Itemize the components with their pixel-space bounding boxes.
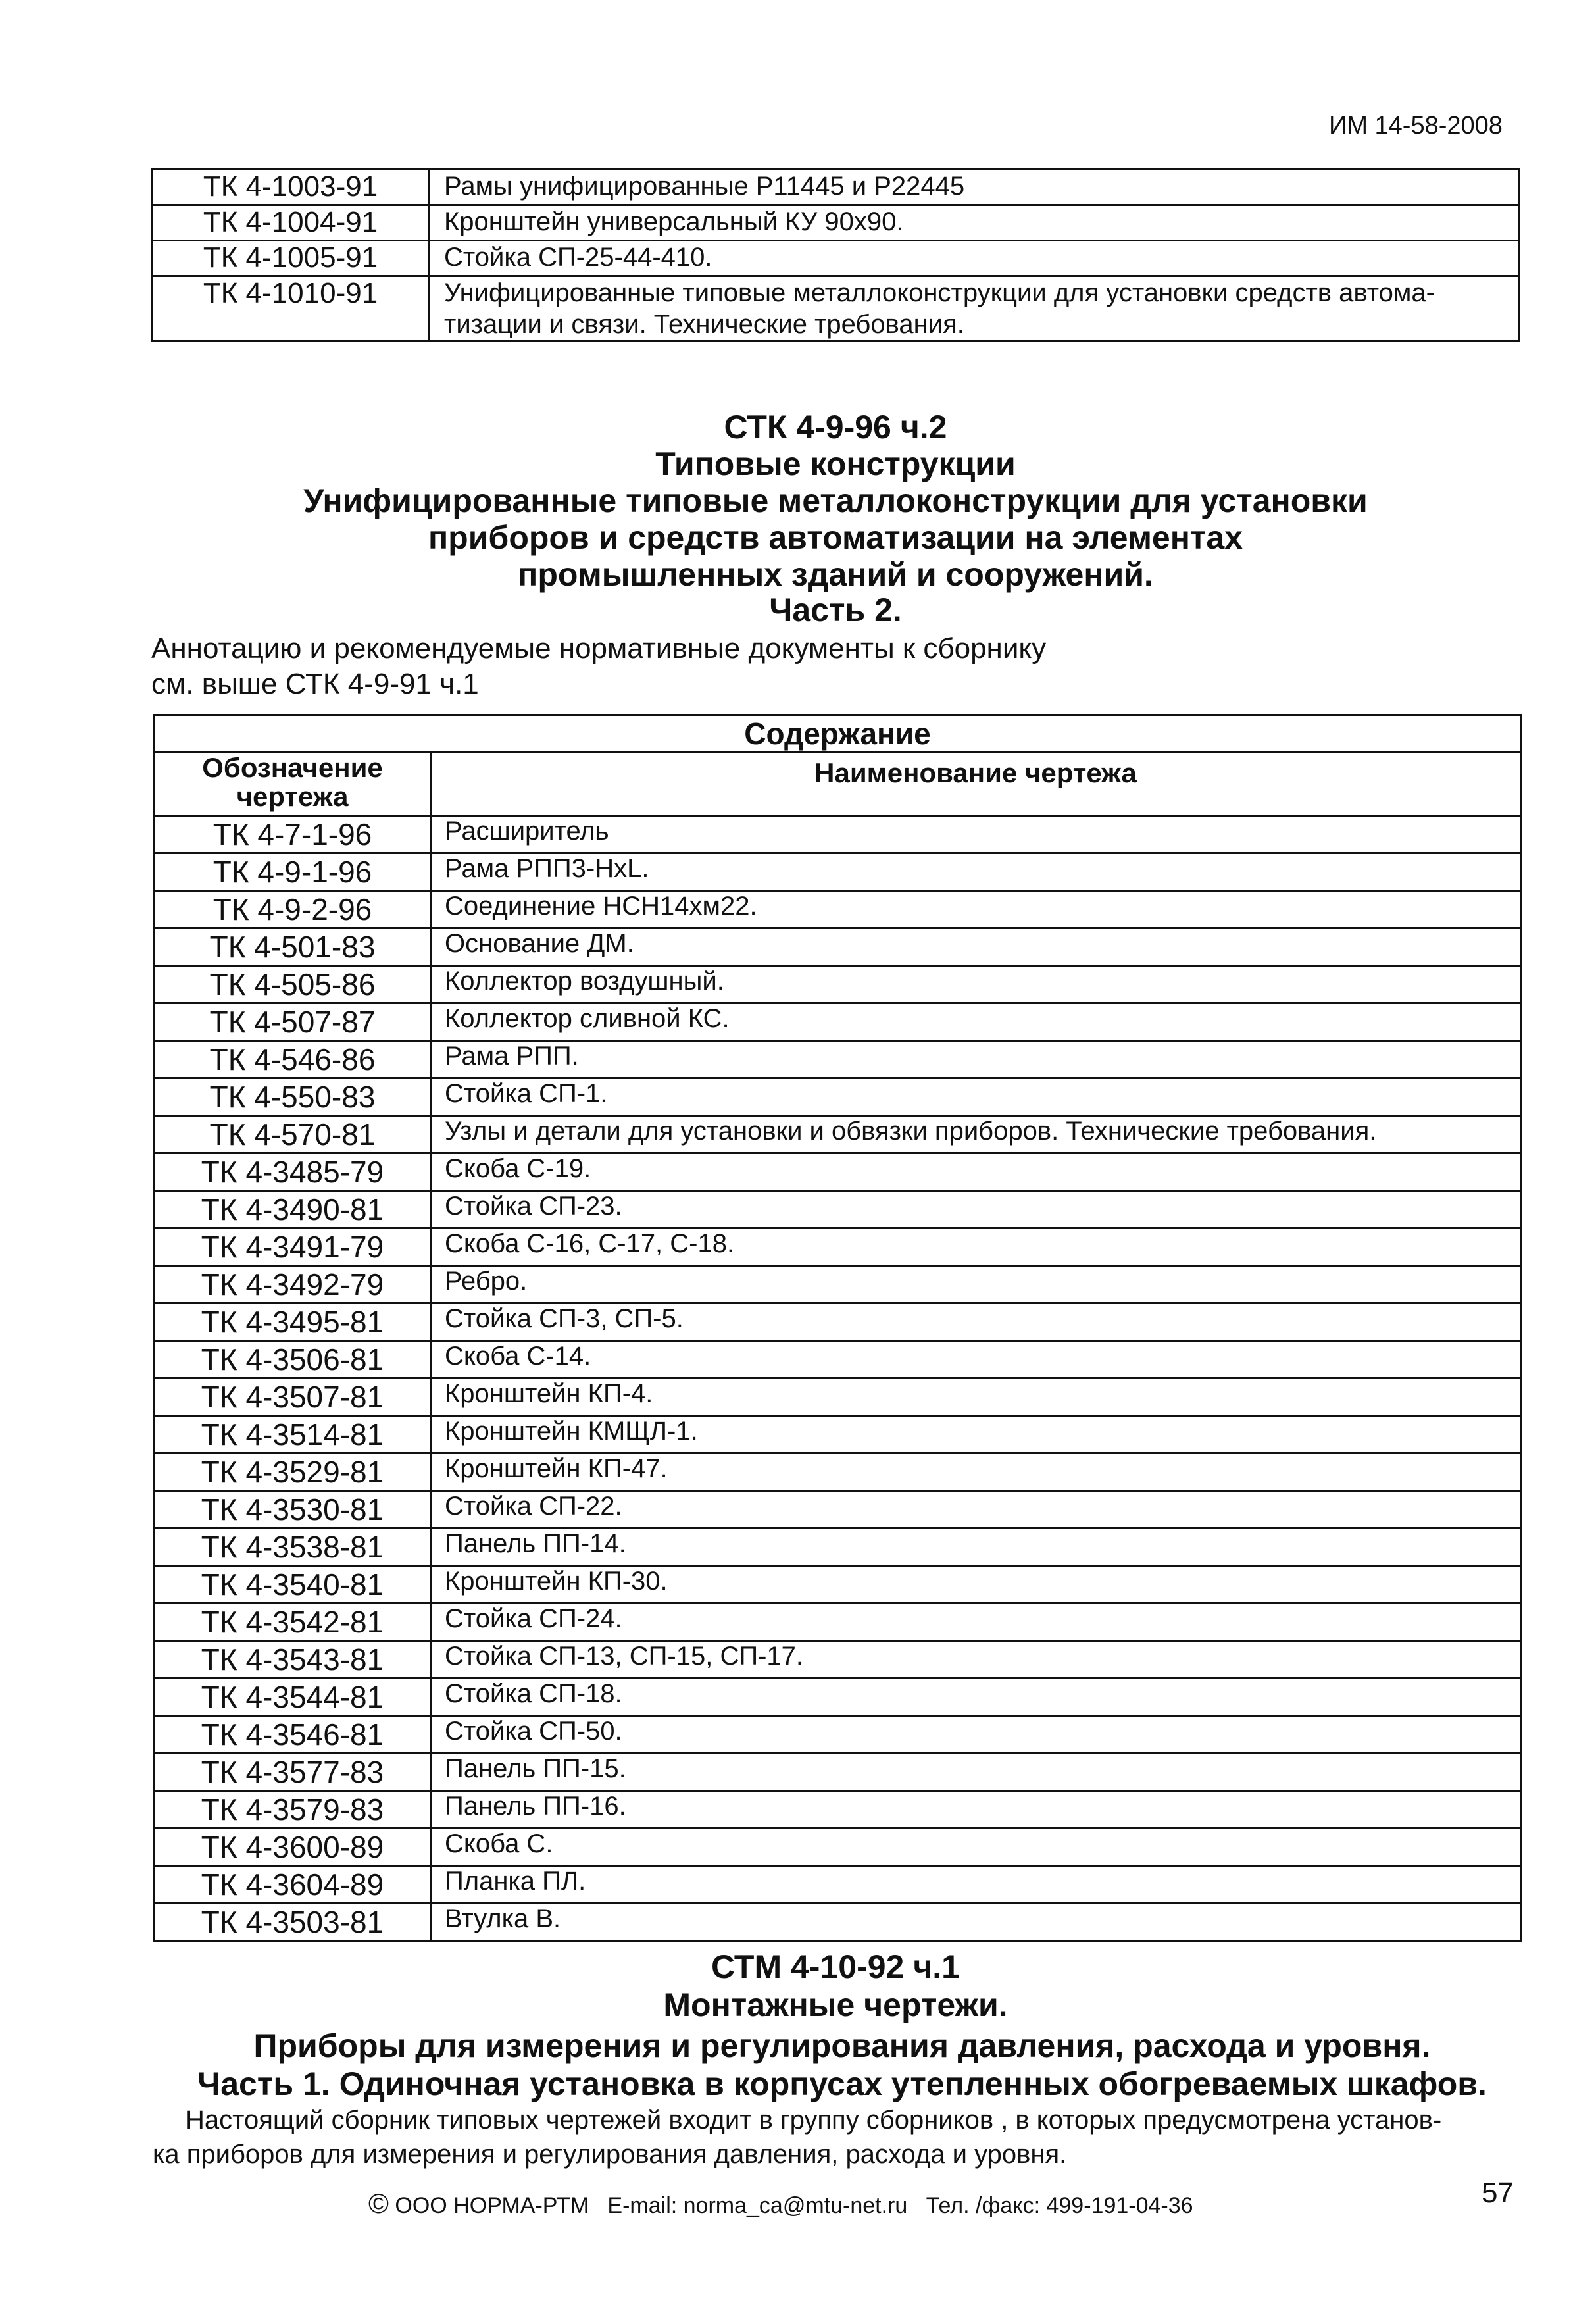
drawing-code: ТК 4-9-1-96 [155, 853, 431, 891]
drawing-code: ТК 4-501-83 [155, 928, 431, 966]
section1-line1: Унифицированные типовые металлоконструкции для установки [303, 482, 1368, 519]
drawing-code: ТК 4-3503-81 [155, 1904, 431, 1941]
drawing-name: Втулка В. [431, 1904, 1521, 1941]
table-row [155, 1754, 1521, 1791]
section2-note1: Настоящий сборник типовых чертежей входит в группу сборников , в которых предусмотрена установ- [186, 2106, 1442, 2135]
drawing-code: ТК 4-3546-81 [155, 1716, 431, 1754]
table-row [153, 170, 1519, 205]
table-row [155, 891, 1521, 928]
table-row [155, 928, 1521, 966]
drawing-code: ТК 4-3506-81 [155, 1341, 431, 1379]
section1-note2: см. выше СТК 4-9-91 ч.1 [151, 668, 479, 700]
drawing-code: ТК 4-505-86 [155, 966, 431, 1003]
table-row [153, 276, 1519, 342]
table-row [155, 1266, 1521, 1303]
table-row [155, 1791, 1521, 1829]
standard-name [429, 276, 1519, 342]
table-row [155, 1153, 1521, 1191]
table-row [155, 1604, 1521, 1641]
drawing-code: ТК 4-9-2-96 [155, 891, 431, 928]
drawing-name: Стойка СП-3, СП-5. [431, 1303, 1521, 1341]
standard-name [429, 241, 1519, 276]
table-row [155, 1566, 1521, 1604]
footer-email: E-mail: norma_ca@mtu-net.ru [607, 2193, 908, 2218]
section2-line2: Часть 1. Одиночная установка в корпусах утепленных обогреваемых шкафов. [197, 2065, 1487, 2102]
drawing-name: Расширитель [431, 816, 1521, 853]
drawing-name: Стойка СП-18. [431, 1679, 1521, 1716]
drawing-name: Ребро. [431, 1266, 1521, 1303]
column-header-name: Наименование чертежа [431, 753, 1521, 816]
drawing-name: Панель ПП-15. [431, 1754, 1521, 1791]
drawing-code: ТК 4-7-1-96 [155, 816, 431, 853]
section2-code: СТМ 4-10-92 ч.1 [711, 1948, 960, 1985]
drawing-name: Скоба С. [431, 1829, 1521, 1866]
table-row [155, 1228, 1521, 1266]
drawing-name: Кронштейн КП-47. [431, 1454, 1521, 1491]
drawing-name: Кронштейн КП-30. [431, 1566, 1521, 1604]
standard-code: ТК 4-1004-91 [153, 205, 429, 241]
table-row [155, 1866, 1521, 1904]
table-row [155, 1454, 1521, 1491]
drawing-code: ТК 4-3600-89 [155, 1829, 431, 1866]
drawing-name: Панель ПП-16. [431, 1791, 1521, 1829]
table-row [155, 1529, 1521, 1566]
drawing-name: Стойка СП-13, СП-15, СП-17. [431, 1641, 1521, 1679]
drawing-code: ТК 4-3491-79 [155, 1228, 431, 1266]
document-code: ИМ 14-58-2008 [1329, 112, 1503, 139]
drawing-code: ТК 4-3530-81 [155, 1491, 431, 1529]
standard-name-line: Кронштейн универсальный КУ 90х90. [444, 207, 904, 236]
section2-line1: Приборы для измерения и регулирования давления, расхода и уровня. [253, 2027, 1431, 2064]
drawing-code: ТК 4-3604-89 [155, 1866, 431, 1904]
section1-code: СТК 4-9-96 ч.2 [724, 409, 947, 445]
drawing-name: Планка ПЛ. [431, 1866, 1521, 1904]
drawing-code: ТК 4-546-86 [155, 1041, 431, 1078]
contents-table [153, 714, 1522, 1942]
drawing-name: Стойка СП-24. [431, 1604, 1521, 1641]
standard-name-line: Рамы унифицированные Р11445 и Р22445 [444, 172, 965, 201]
table-row [155, 1116, 1521, 1153]
table-row [155, 816, 1521, 853]
page-number: 57 [1482, 2177, 1514, 2209]
drawing-code: ТК 4-3577-83 [155, 1754, 431, 1791]
table-row [155, 1379, 1521, 1416]
drawing-name: Стойка СП-23. [431, 1191, 1521, 1228]
copyright-icon: © [368, 2188, 389, 2219]
table-row [155, 1191, 1521, 1228]
drawing-code: ТК 4-570-81 [155, 1116, 431, 1153]
drawing-code: ТК 4-3485-79 [155, 1153, 431, 1191]
section2-title: Монтажные чертежи. [663, 1987, 1008, 2023]
table-row [153, 205, 1519, 241]
table-row [155, 1003, 1521, 1041]
drawing-code: ТК 4-3543-81 [155, 1641, 431, 1679]
table-row [155, 1078, 1521, 1116]
section1-part: Часть 2. [769, 592, 902, 628]
drawing-code: ТК 4-507-87 [155, 1003, 431, 1041]
table-row [155, 1416, 1521, 1454]
table-row [155, 1829, 1521, 1866]
footer [368, 2188, 1193, 2219]
contents-title: Содержание [155, 715, 1521, 753]
drawing-code: ТК 4-3490-81 [155, 1191, 431, 1228]
drawing-name: Основание ДМ. [431, 928, 1521, 966]
top-standards-table [151, 168, 1520, 342]
column-header-code: Обозначение чертежа [155, 753, 431, 816]
standard-name [429, 205, 1519, 241]
drawing-name: Скоба С-19. [431, 1153, 1521, 1191]
drawing-name: Кронштейн КМЩЛ-1. [431, 1416, 1521, 1454]
footer-company: ООО НОРМА-РТМ [395, 2193, 589, 2218]
standard-name-line: Стойка СП-25-44-410. [444, 243, 712, 272]
table-row [155, 1341, 1521, 1379]
drawing-code: ТК 4-3544-81 [155, 1679, 431, 1716]
table-row [155, 1904, 1521, 1941]
drawing-name: Рама РПП3-НхL. [431, 853, 1521, 891]
drawing-name: Коллектор воздушный. [431, 966, 1521, 1003]
standard-code: ТК 4-1003-91 [153, 170, 429, 205]
table-row [155, 966, 1521, 1003]
drawing-name: Рама РПП. [431, 1041, 1521, 1078]
standard-name-line: Унифицированные типовые металлоконструкции для установки средств автома- [444, 278, 1435, 307]
drawing-name: Кронштейн КП-4. [431, 1379, 1521, 1416]
table-row [155, 1041, 1521, 1078]
drawing-name: Стойка СП-1. [431, 1078, 1521, 1116]
section1-line2: приборов и средств автоматизации на элементах [428, 519, 1243, 556]
drawing-name: Скоба С-16, С-17, С-18. [431, 1228, 1521, 1266]
table-row [155, 1491, 1521, 1529]
section2-note2: ка приборов для измерения и регулирования давления, расхода и уровня. [153, 2140, 1067, 2169]
drawing-code: ТК 4-3540-81 [155, 1566, 431, 1604]
standard-code: ТК 4-1005-91 [153, 241, 429, 276]
drawing-name: Скоба С-14. [431, 1341, 1521, 1379]
table-row [155, 1303, 1521, 1341]
drawing-name: Стойка СП-50. [431, 1716, 1521, 1754]
drawing-code: ТК 4-3538-81 [155, 1529, 431, 1566]
standard-name [429, 170, 1519, 205]
standard-code: ТК 4-1010-91 [153, 276, 429, 342]
drawing-name: Панель ПП-14. [431, 1529, 1521, 1566]
drawing-code: ТК 4-3542-81 [155, 1604, 431, 1641]
drawing-name: Коллектор сливной КС. [431, 1003, 1521, 1041]
table-row [155, 853, 1521, 891]
drawing-code: ТК 4-3529-81 [155, 1454, 431, 1491]
standard-name-line: тизации и связи. Технические требования. [444, 310, 964, 339]
drawing-code: ТК 4-3492-79 [155, 1266, 431, 1303]
section1-note1: Аннотацию и рекомендуемые нормативные документы к сборнику [151, 632, 1047, 665]
table-row [155, 1641, 1521, 1679]
drawing-code: ТК 4-3514-81 [155, 1416, 431, 1454]
drawing-name: Соединение НСН14хм22. [431, 891, 1521, 928]
drawing-code: ТК 4-3579-83 [155, 1791, 431, 1829]
section1-line3: промышленных зданий и сооружений. [518, 556, 1153, 593]
drawing-name: Узлы и детали для установки и обвязки приборов. Технические требования. [431, 1116, 1521, 1153]
section1-title: Типовые конструкции [655, 445, 1016, 482]
drawing-code: ТК 4-3495-81 [155, 1303, 431, 1341]
drawing-code: ТК 4-3507-81 [155, 1379, 431, 1416]
table-row [155, 1679, 1521, 1716]
drawing-name: Стойка СП-22. [431, 1491, 1521, 1529]
drawing-code: ТК 4-550-83 [155, 1078, 431, 1116]
footer-phone: Тел. /факс: 499-191-04-36 [926, 2193, 1193, 2218]
table-row [155, 1716, 1521, 1754]
table-row [153, 241, 1519, 276]
